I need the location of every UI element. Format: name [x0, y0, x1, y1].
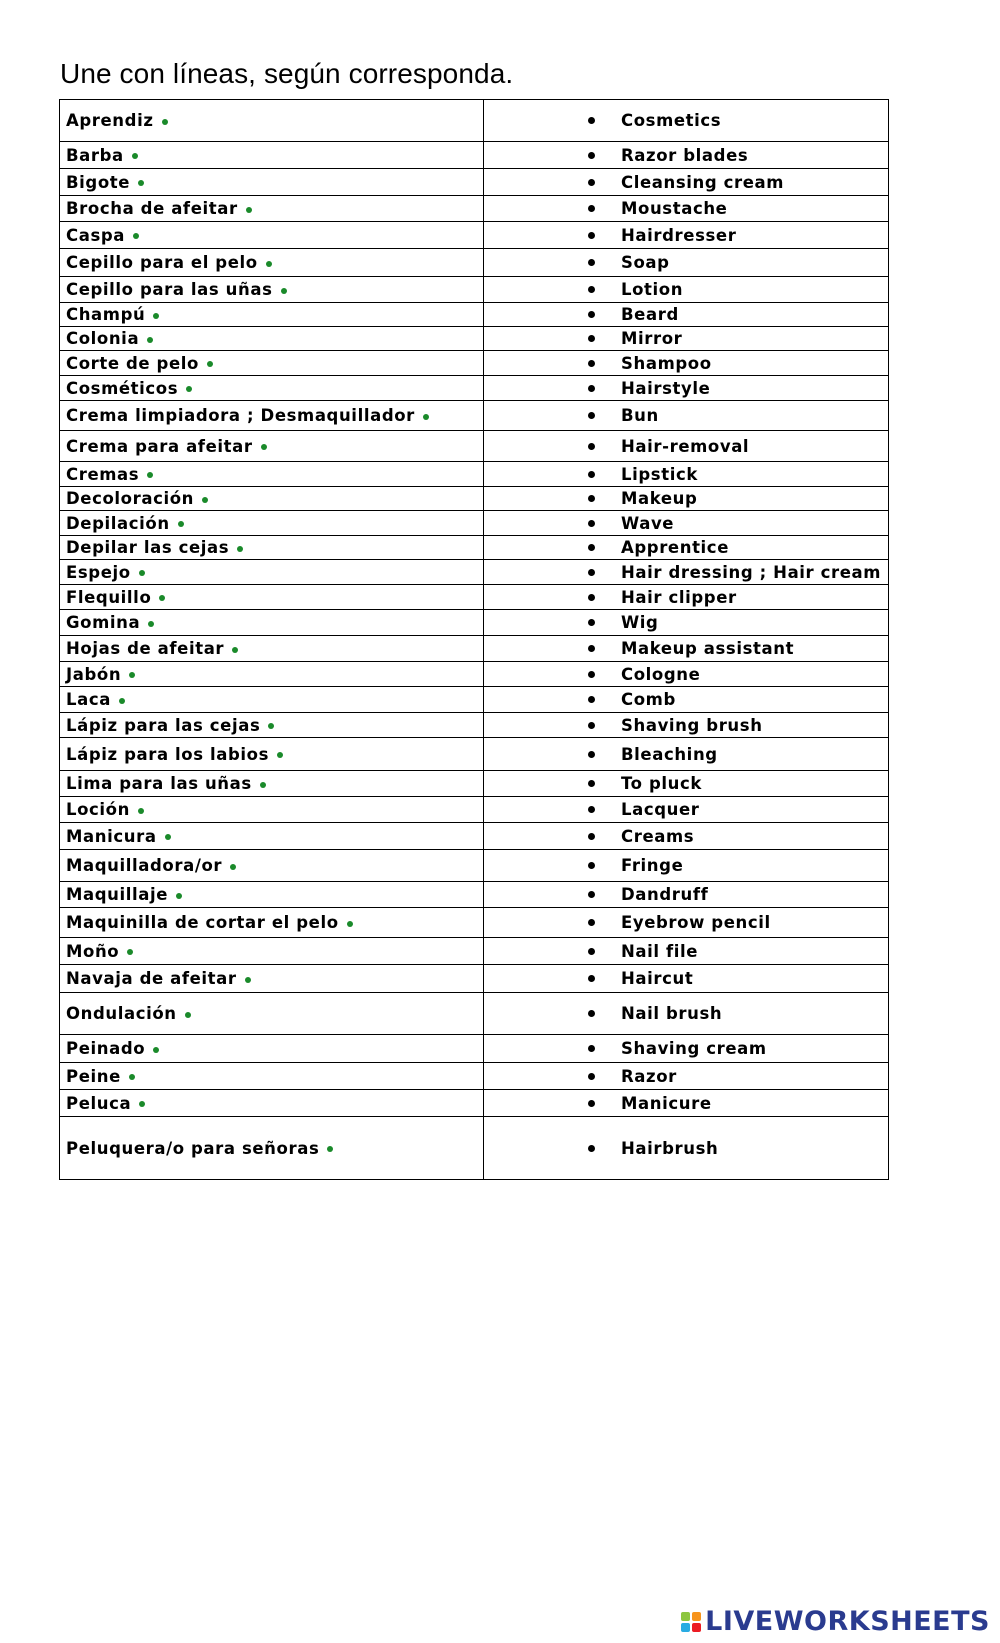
match-row	[60, 169, 888, 196]
spanish-term: Colonia	[66, 329, 140, 348]
english-term: Shampoo	[621, 353, 712, 373]
match-row	[60, 797, 888, 823]
english-term: Makeup	[621, 489, 698, 508]
spanish-term: Navaja de afeitar	[66, 969, 237, 988]
match-row	[60, 662, 888, 687]
match-row	[60, 351, 888, 376]
english-cell	[484, 327, 888, 350]
english-cell	[484, 687, 888, 712]
spanish-term: Lápiz para los labios	[66, 744, 269, 764]
english-term: Apprentice	[621, 538, 729, 557]
english-term: Mirror	[621, 329, 683, 348]
spanish-cell	[60, 585, 484, 609]
spanish-cell	[60, 142, 484, 168]
match-dot-icon[interactable]	[159, 595, 165, 601]
english-term: Hairstyle	[621, 378, 711, 398]
spanish-term: Laca	[66, 690, 111, 709]
match-row	[60, 882, 888, 908]
bullet-icon[interactable]	[588, 179, 595, 186]
spanish-cell	[60, 431, 484, 461]
english-term: Haircut	[621, 969, 694, 988]
english-term: Hair-removal	[621, 436, 750, 456]
english-term: Shaving cream	[621, 1039, 767, 1058]
match-row	[60, 303, 888, 327]
bullet-icon[interactable]	[588, 117, 595, 124]
spanish-cell	[60, 1035, 484, 1062]
spanish-term: Caspa	[66, 225, 126, 245]
spanish-term: Manicura	[66, 826, 157, 846]
match-dot-icon[interactable]	[138, 808, 144, 814]
english-cell	[484, 1117, 888, 1179]
match-row	[60, 687, 888, 713]
english-term: Dandruff	[621, 885, 709, 904]
english-term: Lacquer	[621, 800, 700, 819]
spanish-cell	[60, 100, 484, 141]
spanish-term: Depilación	[66, 513, 170, 533]
bullet-icon[interactable]	[588, 806, 595, 813]
match-dot-icon[interactable]	[237, 546, 243, 552]
spanish-term: Peine	[66, 1066, 121, 1086]
bullet-icon[interactable]	[588, 671, 595, 678]
spanish-cell	[60, 351, 484, 375]
english-cell	[484, 738, 888, 770]
bullet-icon[interactable]	[588, 645, 595, 652]
match-dot-icon[interactable]	[277, 752, 283, 758]
match-row	[60, 100, 888, 142]
match-row	[60, 713, 888, 738]
match-row	[60, 908, 888, 938]
bullet-icon[interactable]	[588, 412, 595, 419]
bullet-icon[interactable]	[588, 385, 595, 392]
spanish-term: Barba	[66, 145, 124, 165]
bullet-icon[interactable]	[588, 948, 595, 955]
spanish-term: Maquilladora/or	[66, 856, 223, 875]
match-row	[60, 823, 888, 850]
spanish-cell	[60, 797, 484, 822]
match-dot-icon[interactable]	[246, 207, 252, 213]
english-cell	[484, 351, 888, 375]
spanish-cell	[60, 560, 484, 584]
bullet-icon[interactable]	[588, 569, 595, 576]
match-row	[60, 511, 888, 536]
english-cell	[484, 797, 888, 822]
match-row	[60, 738, 888, 771]
english-term: Soap	[621, 253, 670, 272]
spanish-term: Decoloración	[66, 489, 194, 508]
english-term: Hair clipper	[621, 587, 737, 607]
match-dot-icon[interactable]	[162, 119, 168, 125]
match-dot-icon[interactable]	[127, 949, 133, 955]
spanish-term: Loción	[66, 800, 130, 819]
match-row	[60, 560, 888, 585]
english-cell	[484, 196, 888, 221]
spanish-term: Lápiz para las cejas	[66, 715, 261, 735]
spanish-term: Crema limpiadora ; Desmaquillador	[66, 406, 415, 425]
spanish-cell	[60, 277, 484, 302]
english-term: Makeup assistant	[621, 639, 795, 658]
bullet-icon[interactable]	[588, 594, 595, 601]
match-dot-icon[interactable]	[147, 472, 153, 478]
english-cell	[484, 882, 888, 907]
spanish-term: Cremas	[66, 464, 140, 484]
spanish-cell	[60, 738, 484, 770]
english-term: Cologne	[621, 664, 701, 684]
match-dot-icon[interactable]	[178, 521, 184, 527]
english-term: Lipstick	[621, 464, 698, 484]
match-dot-icon[interactable]	[147, 337, 153, 343]
match-row	[60, 277, 888, 303]
match-dot-icon[interactable]	[207, 361, 213, 367]
spanish-term: Cepillo para el pelo	[66, 253, 258, 272]
spanish-term: Espejo	[66, 562, 131, 582]
spanish-term: Ondulación	[66, 1004, 177, 1023]
bullet-icon[interactable]	[588, 1145, 595, 1152]
match-row	[60, 585, 888, 610]
match-dot-icon[interactable]	[139, 1101, 145, 1107]
english-cell	[484, 938, 888, 964]
match-row	[60, 142, 888, 169]
bullet-icon[interactable]	[588, 286, 595, 293]
english-cell	[484, 376, 888, 400]
logo-block	[681, 1623, 690, 1632]
english-term: Cosmetics	[621, 111, 722, 130]
english-term: Creams	[621, 826, 695, 846]
english-term: Fringe	[621, 856, 684, 875]
spanish-term: Flequillo	[66, 587, 152, 607]
spanish-cell	[60, 1063, 484, 1089]
english-term: Lotion	[621, 280, 684, 299]
logo-block	[692, 1623, 701, 1632]
english-cell	[484, 713, 888, 737]
match-row	[60, 462, 888, 487]
match-dot-icon[interactable]	[327, 1146, 333, 1152]
english-term: Wig	[621, 613, 659, 632]
match-dot-icon[interactable]	[202, 497, 208, 503]
bullet-icon[interactable]	[588, 335, 595, 342]
english-cell	[484, 401, 888, 430]
match-row	[60, 1063, 888, 1090]
match-dot-icon[interactable]	[132, 153, 138, 159]
spanish-cell	[60, 511, 484, 535]
spanish-term: Bigote	[66, 172, 131, 192]
bullet-icon[interactable]	[588, 495, 595, 502]
spanish-term: Depilar las cejas	[66, 538, 230, 557]
english-cell	[484, 1090, 888, 1116]
english-term: Razor	[621, 1066, 677, 1086]
spanish-cell	[60, 662, 484, 686]
bullet-icon[interactable]	[588, 1100, 595, 1107]
english-cell	[484, 965, 888, 992]
match-row	[60, 1117, 888, 1179]
english-term: Nail brush	[621, 1004, 723, 1023]
english-cell	[484, 303, 888, 326]
spanish-cell	[60, 327, 484, 350]
english-term: Eyebrow pencil	[621, 913, 771, 932]
spanish-cell	[60, 462, 484, 486]
bullet-icon[interactable]	[588, 975, 595, 982]
english-cell	[484, 850, 888, 881]
english-cell	[484, 610, 888, 635]
spanish-cell	[60, 1090, 484, 1116]
match-row	[60, 850, 888, 882]
spanish-term: Cepillo para las uñas	[66, 280, 273, 299]
bullet-icon[interactable]	[588, 232, 595, 239]
english-term: Beard	[621, 305, 679, 324]
english-term: Nail file	[621, 941, 699, 961]
bullet-icon[interactable]	[588, 443, 595, 450]
bullet-icon[interactable]	[588, 833, 595, 840]
bullet-icon[interactable]	[588, 205, 595, 212]
match-dot-icon[interactable]	[186, 386, 192, 392]
bullet-icon[interactable]	[588, 520, 595, 527]
matching-table	[59, 99, 889, 1180]
match-dot-icon[interactable]	[232, 647, 238, 653]
match-dot-icon[interactable]	[260, 782, 266, 788]
english-term: To pluck	[621, 774, 702, 793]
bullet-icon[interactable]	[588, 751, 595, 758]
match-dot-icon[interactable]	[138, 180, 144, 186]
bullet-icon[interactable]	[588, 780, 595, 787]
bullet-icon[interactable]	[588, 259, 595, 266]
spanish-cell	[60, 823, 484, 849]
spanish-cell	[60, 636, 484, 661]
match-row	[60, 771, 888, 797]
match-row	[60, 222, 888, 249]
bullet-icon[interactable]	[588, 152, 595, 159]
match-row	[60, 965, 888, 993]
match-row	[60, 993, 888, 1035]
match-row	[60, 1090, 888, 1117]
match-row	[60, 376, 888, 401]
spanish-cell	[60, 303, 484, 326]
spanish-cell	[60, 249, 484, 276]
match-row	[60, 1035, 888, 1063]
english-cell	[484, 431, 888, 461]
english-term: Bleaching	[621, 744, 718, 764]
spanish-term: Hojas de afeitar	[66, 639, 225, 658]
match-dot-icon[interactable]	[153, 1047, 159, 1053]
english-cell	[484, 462, 888, 486]
english-cell	[484, 142, 888, 168]
logo-text: LIVEWORKSHEETS	[705, 1606, 990, 1637]
bullet-icon[interactable]	[588, 1073, 595, 1080]
spanish-cell	[60, 850, 484, 881]
bullet-icon[interactable]	[588, 696, 595, 703]
spanish-term: Maquinilla de cortar el pelo	[66, 913, 339, 932]
spanish-cell	[60, 196, 484, 221]
spanish-cell	[60, 222, 484, 248]
spanish-cell	[60, 882, 484, 907]
page-title: Une con líneas, según corresponda.	[60, 58, 514, 89]
spanish-term: Peinado	[66, 1039, 146, 1058]
bullet-icon[interactable]	[588, 919, 595, 926]
match-dot-icon[interactable]	[347, 921, 353, 927]
match-row	[60, 610, 888, 636]
spanish-cell	[60, 713, 484, 737]
spanish-cell	[60, 487, 484, 510]
english-cell	[484, 560, 888, 584]
match-dot-icon[interactable]	[185, 1012, 191, 1018]
english-term: Wave	[621, 513, 675, 533]
match-dot-icon[interactable]	[153, 313, 159, 319]
match-dot-icon[interactable]	[165, 834, 171, 840]
match-dot-icon[interactable]	[423, 414, 429, 420]
english-cell	[484, 536, 888, 559]
match-dot-icon[interactable]	[133, 233, 139, 239]
english-cell	[484, 1063, 888, 1089]
spanish-cell	[60, 687, 484, 712]
english-cell	[484, 169, 888, 195]
match-dot-icon[interactable]	[281, 288, 287, 294]
english-term: Comb	[621, 690, 676, 709]
match-row	[60, 636, 888, 662]
english-cell	[484, 662, 888, 686]
english-cell	[484, 1035, 888, 1062]
english-term: Cleansing cream	[621, 172, 785, 192]
match-row	[60, 249, 888, 277]
english-cell	[484, 277, 888, 302]
spanish-cell	[60, 993, 484, 1034]
spanish-term: Maquillaje	[66, 885, 169, 904]
spanish-term: Crema para afeitar	[66, 436, 253, 456]
spanish-cell	[60, 908, 484, 937]
spanish-term: Corte de pelo	[66, 353, 199, 373]
spanish-term: Aprendiz	[66, 111, 154, 130]
spanish-cell	[60, 401, 484, 430]
spanish-term: Gomina	[66, 613, 141, 632]
match-dot-icon[interactable]	[268, 723, 274, 729]
bullet-icon[interactable]	[588, 1010, 595, 1017]
spanish-term: Lima para las uñas	[66, 774, 252, 793]
english-term: Moustache	[621, 199, 728, 218]
spanish-cell	[60, 169, 484, 195]
spanish-term: Jabón	[66, 664, 122, 684]
english-cell	[484, 100, 888, 141]
spanish-cell	[60, 771, 484, 796]
english-cell	[484, 908, 888, 937]
english-cell	[484, 487, 888, 510]
english-cell	[484, 636, 888, 661]
match-row	[60, 431, 888, 462]
match-dot-icon[interactable]	[129, 1074, 135, 1080]
bullet-icon[interactable]	[588, 891, 595, 898]
english-cell	[484, 511, 888, 535]
spanish-cell	[60, 1117, 484, 1179]
match-dot-icon[interactable]	[129, 672, 135, 678]
match-dot-icon[interactable]	[148, 621, 154, 627]
spanish-term: Champú	[66, 305, 146, 324]
english-term: Hair dressing ; Hair cream	[621, 562, 882, 582]
match-row	[60, 401, 888, 431]
liveworksheets-logo	[681, 1606, 990, 1637]
bullet-icon[interactable]	[588, 1045, 595, 1052]
bullet-icon[interactable]	[588, 360, 595, 367]
spanish-term: Peluca	[66, 1093, 132, 1113]
english-term: Shaving brush	[621, 715, 763, 735]
match-dot-icon[interactable]	[230, 864, 236, 870]
match-row	[60, 938, 888, 965]
match-dot-icon[interactable]	[139, 570, 145, 576]
english-term: Razor blades	[621, 145, 749, 165]
english-term: Hairdresser	[621, 225, 737, 245]
spanish-term: Peluquera/o para señoras	[66, 1138, 320, 1158]
match-row	[60, 327, 888, 351]
match-dot-icon[interactable]	[266, 261, 272, 267]
english-term: Hairbrush	[621, 1138, 719, 1158]
spanish-cell	[60, 610, 484, 635]
logo-block	[681, 1612, 690, 1621]
spanish-cell	[60, 965, 484, 992]
spanish-cell	[60, 938, 484, 964]
spanish-cell	[60, 536, 484, 559]
match-dot-icon[interactable]	[261, 444, 267, 450]
match-row	[60, 196, 888, 222]
spanish-term: Cosméticos	[66, 378, 179, 398]
match-row	[60, 487, 888, 511]
english-cell	[484, 993, 888, 1034]
bullet-icon[interactable]	[588, 544, 595, 551]
bullet-icon[interactable]	[588, 619, 595, 626]
match-dot-icon[interactable]	[176, 893, 182, 899]
match-row	[60, 536, 888, 560]
english-cell	[484, 823, 888, 849]
spanish-term: Moño	[66, 941, 120, 961]
bullet-icon[interactable]	[588, 722, 595, 729]
english-term: Manicure	[621, 1093, 712, 1113]
bullet-icon[interactable]	[588, 311, 595, 318]
spanish-term: Brocha de afeitar	[66, 199, 238, 218]
logo-blocks-icon	[681, 1612, 701, 1632]
english-cell	[484, 249, 888, 276]
english-term: Bun	[621, 406, 659, 425]
spanish-cell	[60, 376, 484, 400]
english-cell	[484, 222, 888, 248]
bullet-icon[interactable]	[588, 471, 595, 478]
bullet-icon[interactable]	[588, 862, 595, 869]
english-cell	[484, 585, 888, 609]
match-dot-icon[interactable]	[119, 698, 125, 704]
logo-block	[692, 1612, 701, 1621]
match-dot-icon[interactable]	[245, 977, 251, 983]
english-cell	[484, 771, 888, 796]
